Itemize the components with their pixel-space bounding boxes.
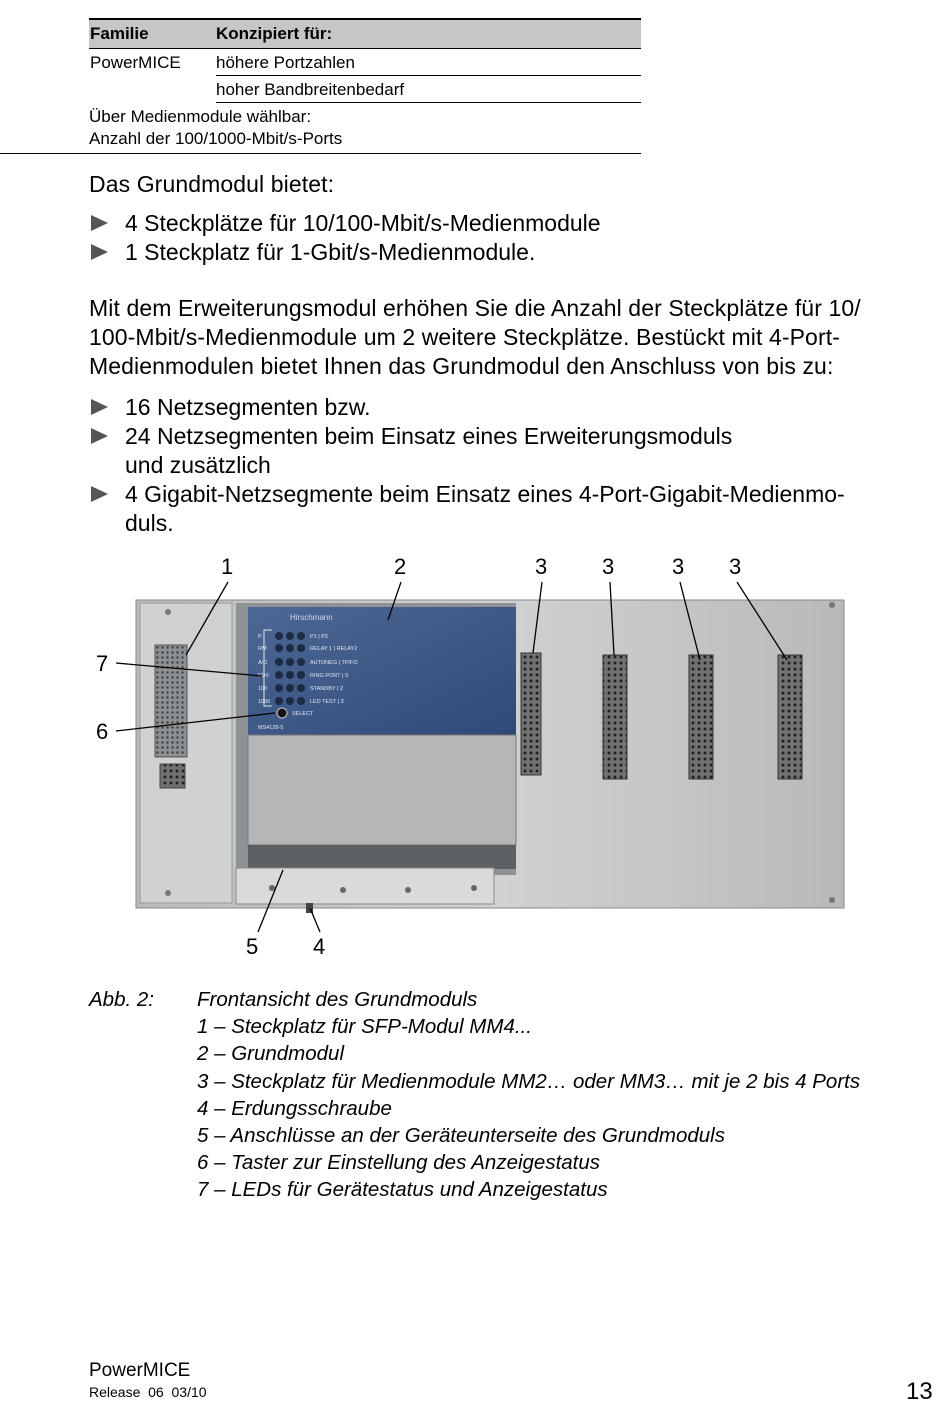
sfp-slot [155, 645, 187, 757]
led-label: RELAY 1 | RELAY2 [310, 646, 358, 652]
base-module-front [248, 607, 516, 735]
callout-5: 5 [246, 934, 259, 959]
callout-2: 2 [394, 554, 407, 579]
feature-cell: hoher Bandbreitenbedarf [216, 76, 641, 103]
bottom-connectors [236, 868, 494, 904]
callout-3: 3 [729, 554, 742, 579]
header-family: Familie [90, 24, 149, 43]
led-side-label: RM [258, 646, 267, 652]
footer-release: Release 06 03/10 [89, 1384, 207, 1400]
led-label: AUTONEG | TP/FO [310, 660, 358, 666]
caption-label: Abb. 2: [89, 988, 154, 1011]
select-label: SELECT [292, 711, 314, 717]
led-side-label: 1000 [258, 699, 271, 705]
brand-label: Hirschmann [290, 613, 333, 622]
led-label: P1 | P2 [310, 634, 328, 640]
footer-product: PowerMICE [89, 1360, 191, 1381]
select-button-icon [277, 708, 287, 718]
callout-1: 1 [221, 554, 234, 579]
list-item: 4 Gigabit-Netzsegmente beim Einsatz eines 4-Port-Gigabit-Medienmo- duls. [89, 480, 939, 538]
header-designed-for: Konzipiert für: [216, 24, 333, 43]
led-side-label: A/D [258, 660, 268, 666]
expansion-paragraph: Mit dem Erweiterungsmodul erhöhen Sie die Anzahl der Steckplätze für 10/ 100-Mbit/s-Medienmodule um 2 weitere Steckplätze. Bestückt mit 4-Port- Medienmodulen bietet Ihnen das Grundmodul den Anschluss von bis zu: [89, 295, 861, 379]
callout-3: 3 [672, 554, 685, 579]
led-label: RING PORT | S [310, 673, 349, 679]
base-module-cover [248, 735, 516, 845]
led-label: STANDBY | 2 [310, 686, 344, 692]
page-number: 13 [906, 1378, 933, 1405]
model-label: MS4128-5 [258, 725, 284, 731]
caption-lines: Frontansicht des Grundmoduls 1 – Steckplatz für SFP-Modul MM4... 2 – Grundmodul 3 – Steckplatz für Medienmodule MM2… oder MM3… mit je 2 bis 4 Ports 4 – Erdungsschraube 5 – Anschlüsse an der Geräteunterseite des Grundmoduls 6 – Taster zur Einstellung des Anzeigestatus 7 – LEDs für Gerätestatus und Anzeigestatus [197, 988, 861, 1202]
led-side-label: P [258, 634, 262, 640]
intro-text: Das Grundmodul bietet: [89, 171, 335, 197]
callout-4: 4 [313, 934, 326, 959]
list-item: 1 Steckplatz für 1-Gbit/s-Medienmodule. [89, 238, 601, 267]
led-side-label: 100 [258, 686, 268, 692]
callout-6: 6 [96, 719, 109, 744]
callout-7: 7 [96, 651, 109, 676]
callout-3: 3 [535, 554, 548, 579]
figure-caption [89, 986, 939, 1206]
list-item: 24 Netzsegmenten beim Einsatz eines Erweiterungsmoduls und zusätzlich [89, 422, 939, 480]
feature-cell: Über Medienmodule wählbar: Anzahl der 100/1000-Mbit/s-Ports [0, 103, 641, 154]
led-side-label: FDX [258, 673, 269, 679]
callout-3: 3 [602, 554, 615, 579]
family-cell: PowerMICE [90, 53, 181, 72]
list-item: 4 Steckplätze für 10/100-Mbit/s-Medienmodule [89, 209, 601, 238]
feature-cell: höhere Portzahlen [216, 49, 641, 76]
led-label: LED TEST | 3 [310, 699, 344, 705]
list-item: 16 Netzsegmenten bzw. [89, 393, 939, 422]
